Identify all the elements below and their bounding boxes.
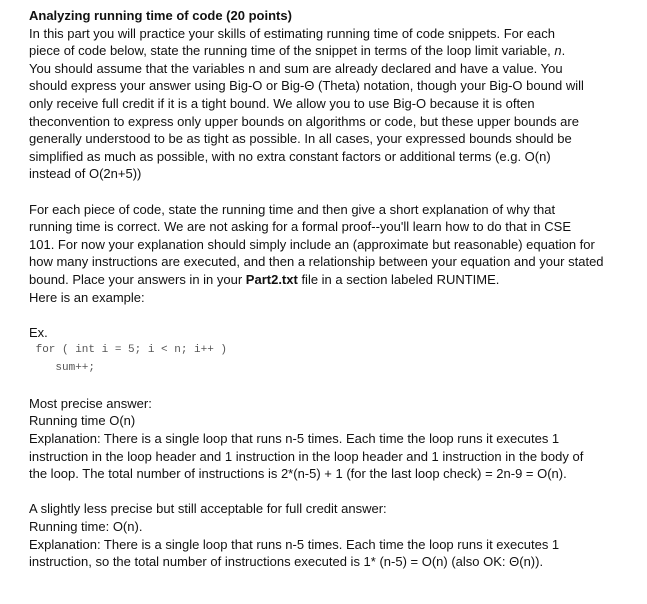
filename: Part2.txt <box>245 271 298 287</box>
explanation-line: instruction, so the total number of instructions executed is 1* (n-5) = O(n) (also OK: Θ(n)). <box>29 554 544 570</box>
explanation-line: Explanation: There is a single loop that runs n-5 times. Each time the loop runs it executes 1 <box>29 536 560 552</box>
less-running-time: Running time: O(n). <box>29 519 143 535</box>
intro-line: theconvention to express only upper bounds on algorithms or code, but these upper bounds are <box>29 113 579 129</box>
document-page <box>29 7 629 571</box>
explanation-line: Explanation: There is a single loop that runs n-5 times. Each time the loop runs it executes 1 <box>29 431 560 447</box>
loop-variable: n <box>554 43 562 59</box>
precise-heading: Most precise answer: <box>29 395 152 411</box>
precise-answer <box>29 395 629 483</box>
instructions-line: how many instructions are executed, and then a relationship between your equation and your stated <box>29 254 604 270</box>
instructions-line: 101. For now your explanation should simply include an (approximate but reasonable) equation for <box>29 236 595 252</box>
example-intro: Here is an example: <box>29 289 145 305</box>
intro-line: simplified as much as possible, with no extra constant factors or additional terms (e.g. O(n) <box>29 148 551 164</box>
less-precise-answer <box>29 500 629 570</box>
instructions-line: For each piece of code, state the running time and then give a short explanation of why that <box>29 201 556 217</box>
explanation-line: instruction in the loop header and 1 instruction in the loop header and 1 instruction in the body of <box>29 448 584 464</box>
example-label: Ex. <box>29 324 48 340</box>
code-line: sum++; <box>29 362 96 375</box>
intro-line: You should assume that the variables n and sum are already declared and have a value. You <box>29 60 563 76</box>
instructions-line: bound. Place your answers in in your Part2.txt file in a section labeled RUNTIME. <box>29 271 500 287</box>
instructions-line: running time is correct. We are not asking for a formal proof--you'll learn how to do that in CSE <box>29 219 571 235</box>
example-block <box>29 324 629 378</box>
intro-line: only receive full credit if it is a tight bound. We allow you to use Big-O because it is often <box>29 95 535 111</box>
instructions-paragraph <box>29 201 629 307</box>
intro-line: instead of O(2n+5)) <box>29 166 142 182</box>
intro-paragraph <box>29 25 629 183</box>
intro-line: In this part you will practice your skills of estimating running time of code snippets. For each <box>29 25 556 41</box>
code-line: for ( int i = 5; i < n; i++ ) <box>29 344 228 357</box>
less-heading: A slightly less precise but still acceptable for full credit answer: <box>29 501 387 517</box>
section-title: Analyzing running time of code (20 points) <box>29 8 292 23</box>
intro-line: should express your answer using Big-O or Big-Θ (Theta) notation, though your Big-O bound will <box>29 78 584 94</box>
explanation-line: the loop. The total number of instructions is 2*(n-5) + 1 (for the last loop check) = 2n-9 = O(n). <box>29 466 567 482</box>
intro-line: generally understood to be as tight as possible. In all cases, your expressed bounds should be <box>29 131 572 147</box>
intro-line: piece of code below, state the running time of the snippet in terms of the loop limit variable, n. <box>29 43 566 59</box>
precise-running-time: Running time O(n) <box>29 413 136 429</box>
